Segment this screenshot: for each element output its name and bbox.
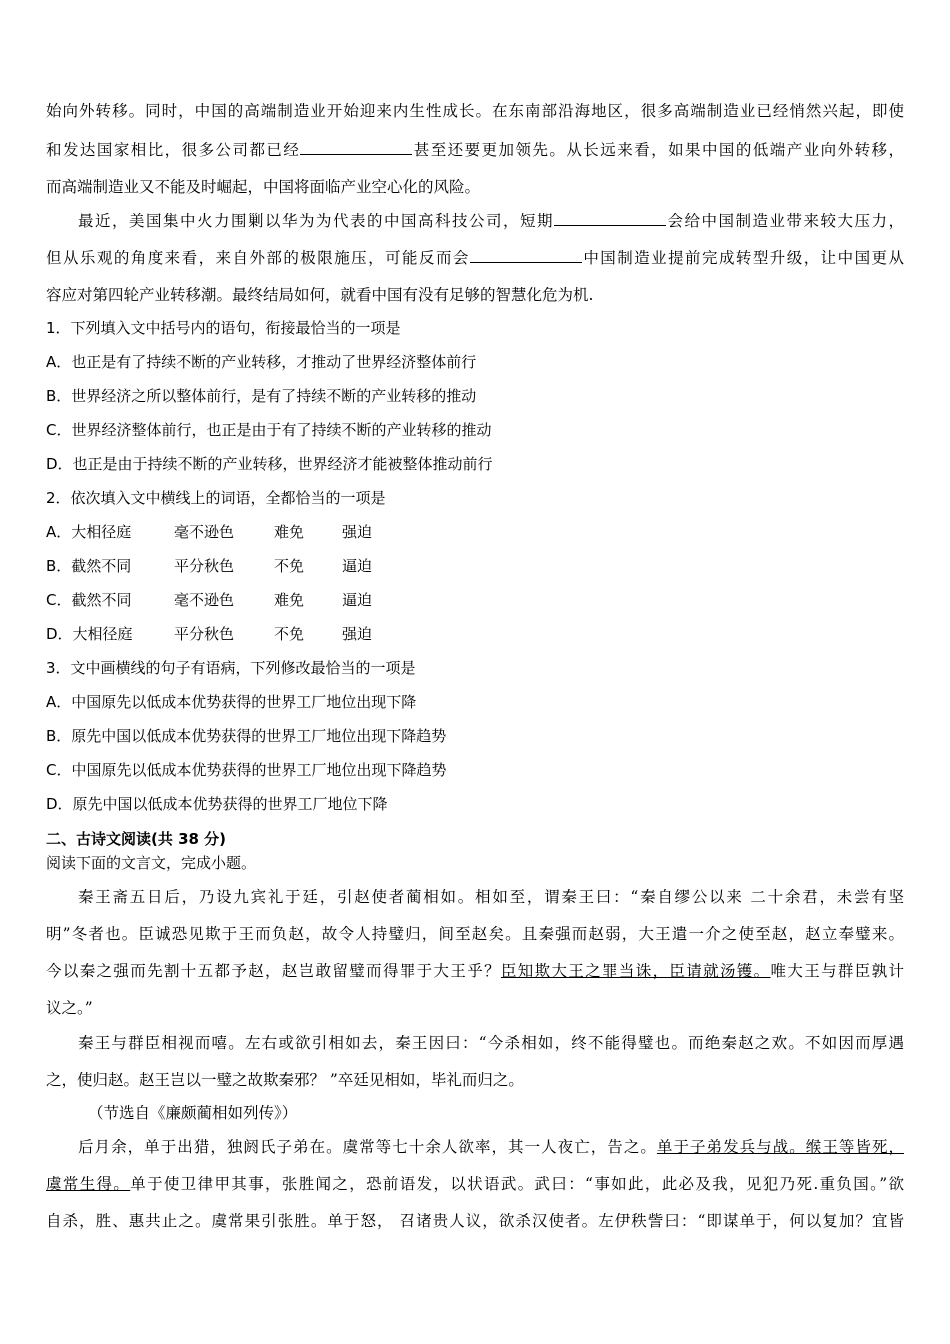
question2-option-c [46, 590, 372, 610]
option-word: 逼迫 [342, 557, 373, 575]
passage1-line4-a: 最近，美国集中火力围剿以华为为代表的中国高科技公司，短期 [78, 212, 554, 230]
passage1-line2-b: 甚至还要更加领先。从长远来看，如果中国的低端产业向外转移， [412, 141, 904, 159]
passage1-line6: 容应对第四轮产业转移潮。最终结局如何，就看中国有没有足够的智慧化危为机. [46, 286, 594, 304]
classical-p1-line1: 秦王斋五日后，乃设九宾礼于廷，引赵使者蔺相如。相如至，谓秦王曰：“秦自缪公以来 二十余君，未尝有坚 [78, 888, 904, 906]
question1-option-a: A．也正是有了持续不断的产业转移，才推动了世界经济整体前行 [46, 353, 477, 371]
question2-stem: 2．依次填入文中横线上的词语，全都恰当的一项是 [46, 489, 386, 507]
underlined-sentence-1: 臣知欺大王之罪当诛，臣请就汤镬。 [500, 962, 771, 980]
underlined-sentence-2b: 虞常生得。 [46, 1175, 131, 1193]
question1-option-b: B．世界经济之所以整体前行，是有了持续不断的产业转移的推动 [46, 387, 477, 405]
option-word: 难免 [274, 523, 305, 541]
option-word: A．大相径庭 [46, 523, 132, 541]
question1-option-d: D．也正是由于持续不断的产业转移，世界经济才能被整体推动前行 [46, 455, 493, 473]
classical-p2-line2: 之，使归赵。赵王岂以一璧之故欺秦邪？ ”卒廷见相如，毕礼而归之。 [46, 1071, 524, 1089]
question3-option-b: B．原先中国以低成本优势获得的世界工厂地位出现下降趋势 [46, 727, 447, 745]
question1-option-c: C．世界经济整体前行，也正是由于有了持续不断的产业转移的推动 [46, 421, 492, 439]
section2-heading: 二、古诗文阅读(共 38 分) [46, 830, 227, 848]
classical-p3-line2 [46, 1174, 904, 1194]
classical-p1-line3-a: 今以秦之强而先割十五都予赵，赵岂敢留璧而得罪于大王乎？ [46, 962, 501, 980]
question3-option-a: A．中国原先以低成本优势获得的世界工厂地位出现下降 [46, 693, 417, 711]
passage1-line2-a: 和发达国家相比，很多公司都已经 [46, 141, 301, 159]
passage1-line4-b: 会给中国制造业带来较大压力， [665, 212, 904, 230]
option-word: 毫不逊色 [174, 591, 235, 609]
question2-option-a [46, 522, 372, 542]
option-word: 强迫 [342, 625, 373, 643]
option-word: 平分秋色 [174, 625, 235, 643]
classical-p3-line2-b: 单于使卫律甲其事，张胜闻之，恐前语发，以状语武。武曰：“事如此，此必及我，见犯乃死.重负国。”欲 [130, 1175, 904, 1193]
classical-p1-line4: 议之。” [46, 999, 93, 1017]
option-word: 难免 [274, 591, 305, 609]
classical-p1-line2: 明”冬者也。臣诚恐见欺于王而负赵，故令人持璧归，间至赵矣。且秦强而赵弱，大王遣一介之使至赵，赵立奉璧来。 [46, 925, 904, 943]
option-word: 毫不逊色 [174, 523, 235, 541]
passage1-line1: 始向外转移。同时，中国的高端制造业开始迎来内生性成长。在东南部沿海地区，很多高端制造业已经悄然兴起，即使 [46, 102, 904, 120]
answer-blank-3 [470, 248, 582, 263]
question2-option-b [46, 556, 372, 576]
passage1-line4 [78, 211, 904, 231]
question3-stem: 3．文中画横线的句子有语病，下列修改最恰当的一项是 [46, 659, 416, 677]
passage1-line5-b: 中国制造业提前完成转型升级，让中国更从 [581, 249, 904, 267]
section2-instruction: 阅读下面的文言文，完成小题。 [46, 854, 257, 872]
classical-p3-line1-a: 后月余，单于出猎，独阏氏子弟在。虞常等七十余人欲率，其一人夜亡，告之。 [78, 1138, 657, 1156]
classical-p3-line1 [78, 1137, 904, 1157]
question3-option-c: C．中国原先以低成本优势获得的世界工厂地位出现下降趋势 [46, 761, 447, 779]
underlined-sentence-2a: 单于子弟发兵与战。缑王等皆死， [656, 1138, 904, 1156]
passage1-line2 [46, 140, 904, 160]
classical-p1-line3-b: 唯大王与群臣孰计 [770, 962, 904, 980]
passage1-line5 [46, 248, 904, 268]
answer-blank-2 [554, 211, 666, 226]
option-word: 不免 [274, 625, 305, 643]
option-word: 平分秋色 [174, 557, 235, 575]
question1-stem: 1．下列填入文中括号内的语句，衔接最恰当的一项是 [46, 319, 401, 337]
option-word: B．截然不同 [46, 557, 132, 575]
passage1-line3: 而高端制造业又不能及时崛起，中国将面临产业空心化的风险。 [46, 178, 481, 196]
classical-p2-line1: 秦王与群臣相视而嘻。左右或欲引相如去，秦王因曰：“今杀相如，终不能得璧也。而绝秦赵之欢。不如因而厚遇 [78, 1034, 904, 1052]
passage1-line5-a: 但从乐观的角度来看，来自外部的极限施压，可能反而会 [46, 249, 470, 267]
option-word: 强迫 [342, 523, 373, 541]
option-word: 不免 [274, 557, 305, 575]
question3-option-d: D．原先中国以低成本优势获得的世界工厂地位下降 [46, 795, 388, 813]
option-word: C．截然不同 [46, 591, 132, 609]
option-word: 逼迫 [342, 591, 373, 609]
classical-p1-line3 [46, 961, 904, 981]
option-word: D．大相径庭 [46, 625, 133, 643]
answer-blank-1 [300, 140, 412, 155]
question2-option-d [46, 624, 372, 644]
classical-source: （节选自《廉颇蔺相如列传》） [88, 1104, 298, 1122]
classical-p3-line3: 自杀，胜、惠共止之。虞常果引张胜。单于怒， 召诸贵人议，欲杀汉使者。左伊秩訾曰：“即谋单于，何以复加？宜皆 [46, 1212, 904, 1230]
